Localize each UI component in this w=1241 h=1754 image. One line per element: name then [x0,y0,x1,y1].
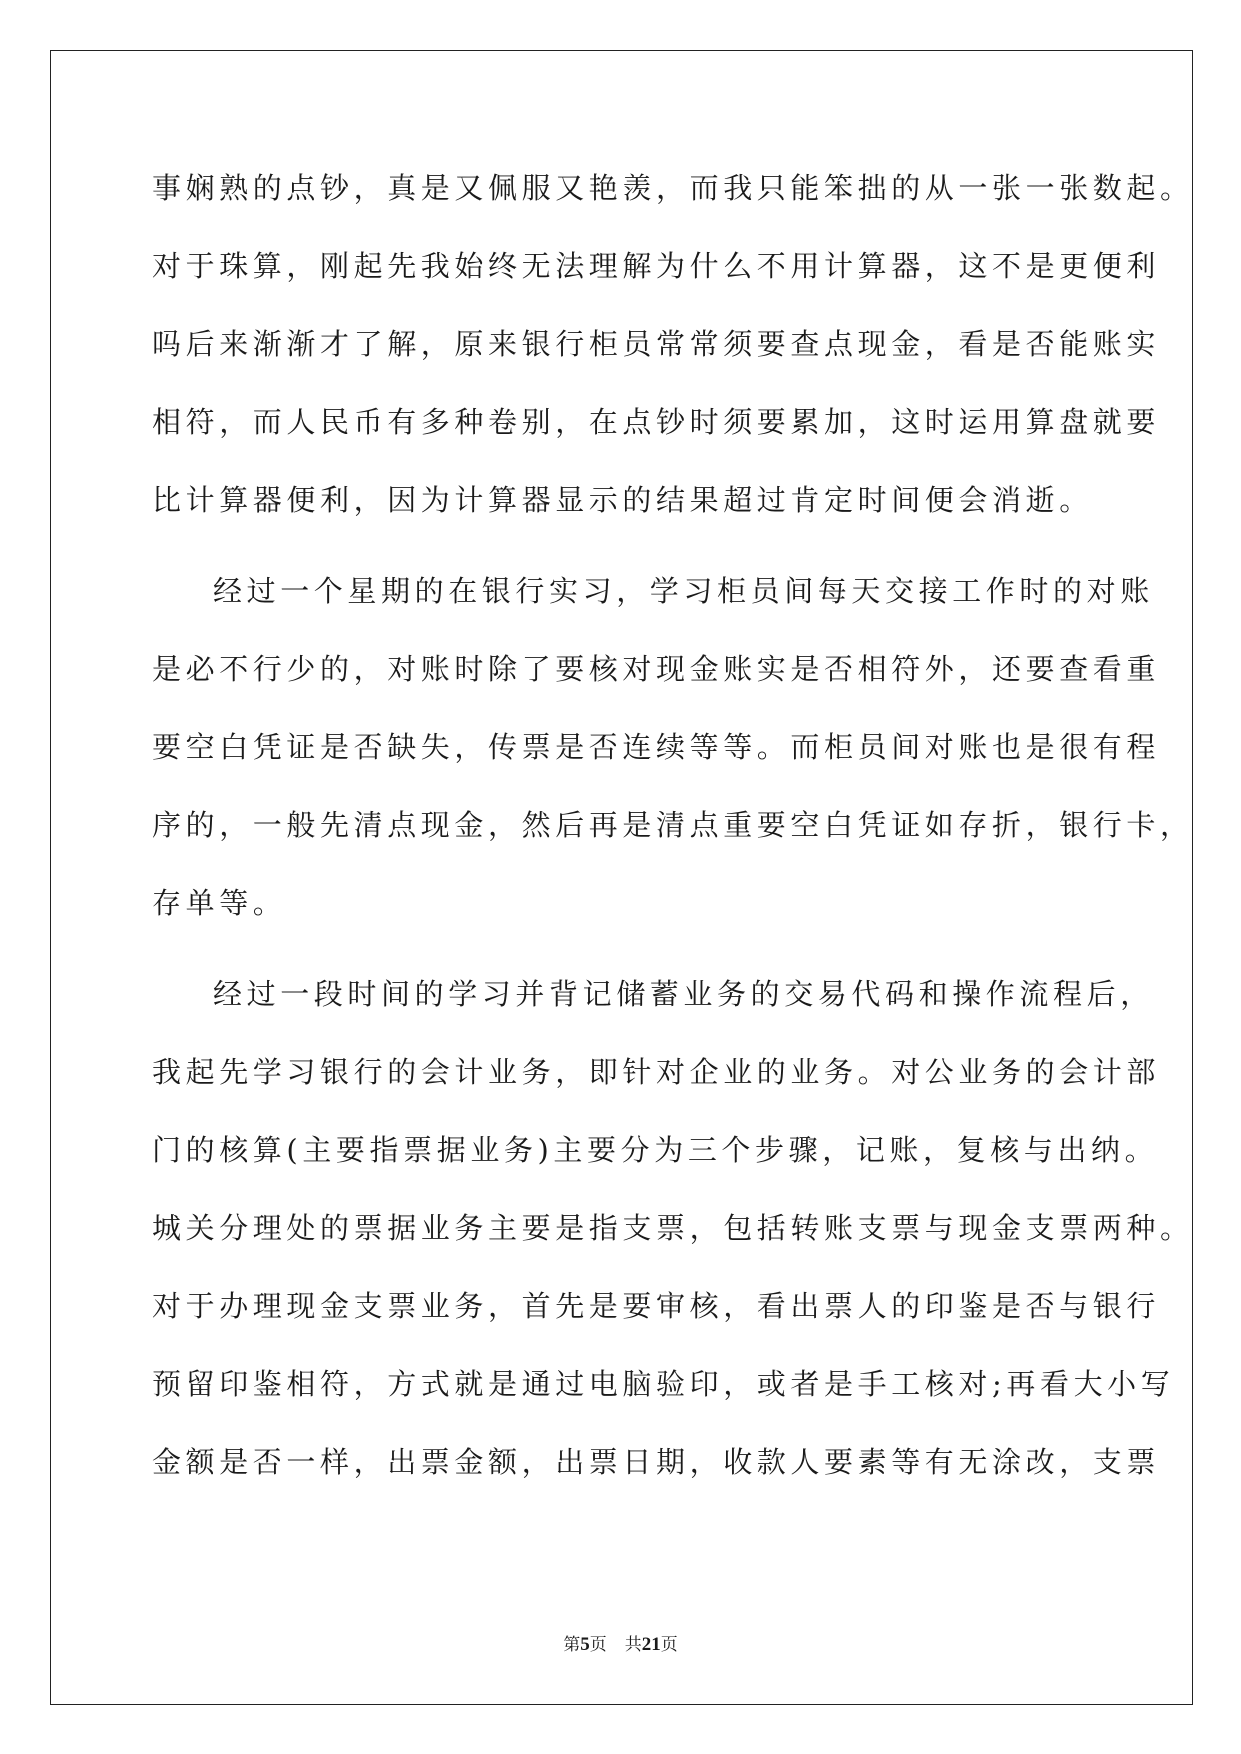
text-line-15: 对于办理现金支票业务，首先是要审核，看出票人的印鉴是否与银行 [152,1289,1161,1323]
total-prefix: 共 [624,1635,642,1655]
text-line-17: 金额是否一样，出票金额，出票日期，收款人要素等有无涂改，支票 [152,1445,1161,1479]
paragraph-2-first-line: 经过一个星期的在银行实习，学习柜员间每天交接工作时的对账 [213,574,1154,608]
page-prefix: 第 [563,1635,581,1655]
page-suffix: 页 [589,1635,607,1655]
text-line-4: 相符，而人民币有多种卷别，在点钞时须要累加，这时运用算盘就要 [152,405,1161,439]
paragraph-3-first-line: 经过一段时间的学习并背记储蓄业务的交易代码和操作流程后， [213,977,1154,1011]
text-line-16: 预留印鉴相符，方式就是通过电脑验印，或者是手工核对;再看大小写 [152,1367,1175,1401]
text-line-14: 城关分理处的票据业务主要是指支票，包括转账支票与现金支票两种。 [152,1211,1194,1245]
text-line-10: 存单等。 [152,886,287,920]
text-line-8: 要空白凭证是否缺失，传票是否连续等等。而柜员间对账也是很有程 [152,730,1161,764]
text-line-2: 对于珠算，刚起先我始终无法理解为什么不用计算器，这不是更便利 [152,249,1161,283]
text-line-5: 比计算器便利，因为计算器显示的结果超过肯定时间便会消逝。 [152,483,1093,517]
text-line-13: 门的核算(主要指票据业务)主要分为三个步骤，记账，复核与出纳。 [152,1133,1159,1167]
text-line-3: 吗后来渐渐才了解，原来银行柜员常常须要查点现金，看是否能账实 [152,327,1161,361]
total-pages: 21 [641,1634,661,1655]
text-line-12: 我起先学习银行的会计业务，即针对企业的业务。对公业务的会计部 [152,1055,1161,1089]
text-line-1: 事娴熟的点钞，真是又佩服又艳羡，而我只能笨拙的从一张一张数起。 [152,171,1194,205]
total-suffix: 页 [660,1635,678,1655]
text-line-9: 序的，一般先清点现金，然后再是清点重要空白凭证如存折，银行卡， [152,808,1194,842]
page-footer [0,1630,1241,1656]
text-line-7: 是必不行少的，对账时除了要核对现金账实是否相符外，还要查看重 [152,652,1161,686]
page-number: 5 [580,1634,590,1655]
